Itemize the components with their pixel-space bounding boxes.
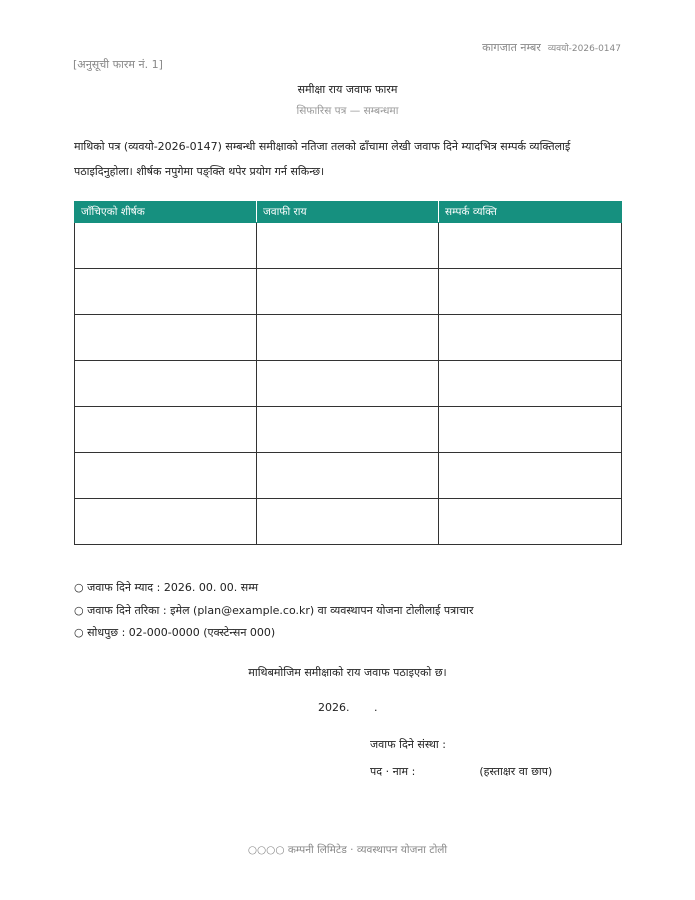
table-cell[interactable] [257,269,439,315]
table-row [75,361,622,407]
note-deadline: ○ जवाफ दिने म्याद : 2026. 00. 00. सम्म [74,581,259,594]
annex-label: [अनुसूची फारम नं. 1] [73,58,163,71]
table-cell[interactable] [75,361,257,407]
table-cell[interactable] [75,223,257,269]
table-cell[interactable] [439,315,622,361]
table-cell[interactable] [439,223,622,269]
table-cell[interactable] [75,453,257,499]
table-row [75,223,622,269]
closing-statement: माथिबमोजिम समीक्षाको राय जवाफ पठाइएको छ। [248,666,447,679]
table-row [75,453,622,499]
table-cell[interactable] [75,499,257,545]
intro-paragraph [74,134,622,184]
table-cell[interactable] [439,407,622,453]
document-number [482,40,621,55]
table-cell[interactable] [257,223,439,269]
signature-line [370,764,552,779]
table-row [75,407,622,453]
table-cell[interactable] [439,361,622,407]
table-cell[interactable] [257,315,439,361]
table-cell[interactable] [75,407,257,453]
form-title: समीक्षा राय जवाफ फारम [297,83,398,96]
date-line: 2026. . [318,701,378,714]
table-row [75,499,622,545]
document-number-label: कागजात नम्बर [482,41,541,54]
table-cell[interactable] [75,315,257,361]
responding-organization-label: जवाफ दिने संस्था : [370,738,446,751]
column-header-reviewed-topic: जाँचिएको शीर्षक [75,202,257,223]
note-method: ○ जवाफ दिने तरिका : इमेल (plan@example.co.kr) वा व्यवस्थापन योजना टोलीलाई पत्राचार [74,603,474,617]
note-inquiry: ○ सोधपुछ : 02-000-0000 (एक्स्टेन्सन 000) [74,626,276,639]
notes-list [74,577,473,645]
footer-organization: ○○○○ कम्पनी लिमिटेड · व्यवस्थापन योजना टोली [247,844,448,856]
table-cell[interactable] [439,499,622,545]
review-table [74,201,622,545]
table-cell[interactable] [439,453,622,499]
table-row [75,315,622,361]
table-header-row [75,202,622,223]
table-cell[interactable] [439,269,622,315]
intro-line: पठाइदिनुहोला। शीर्षक नपुगेमा पङ्क्ति थपेर प्रयोग गर्न सकिन्छ। [74,165,325,178]
table-cell[interactable] [75,269,257,315]
intro-line: माथिको पत्र (व्यवयो-2026-0147) सम्बन्धी समीक्षाको नतिजा तलको ढाँचामा लेखी जवाफ दिने म्यादभित्र सम्पर्क व्यक्तिलाई [74,140,571,153]
signature-stamp-label: (हस्ताक्षर वा छाप) [479,765,553,778]
table-row [75,269,622,315]
table-cell[interactable] [257,453,439,499]
table-cell[interactable] [257,499,439,545]
table-cell[interactable] [257,361,439,407]
document-number-value: व्यवयो-2026-0147 [547,44,621,54]
table-cell[interactable] [257,407,439,453]
column-header-response-opinion: जवाफी राय [257,202,439,223]
form-subtitle: सिफारिस पत्र — सम्बन्धमा [296,105,399,117]
column-header-contact-person: सम्पर्क व्यक्ति [439,202,622,223]
position-name-label: पद · नाम : [370,765,416,778]
